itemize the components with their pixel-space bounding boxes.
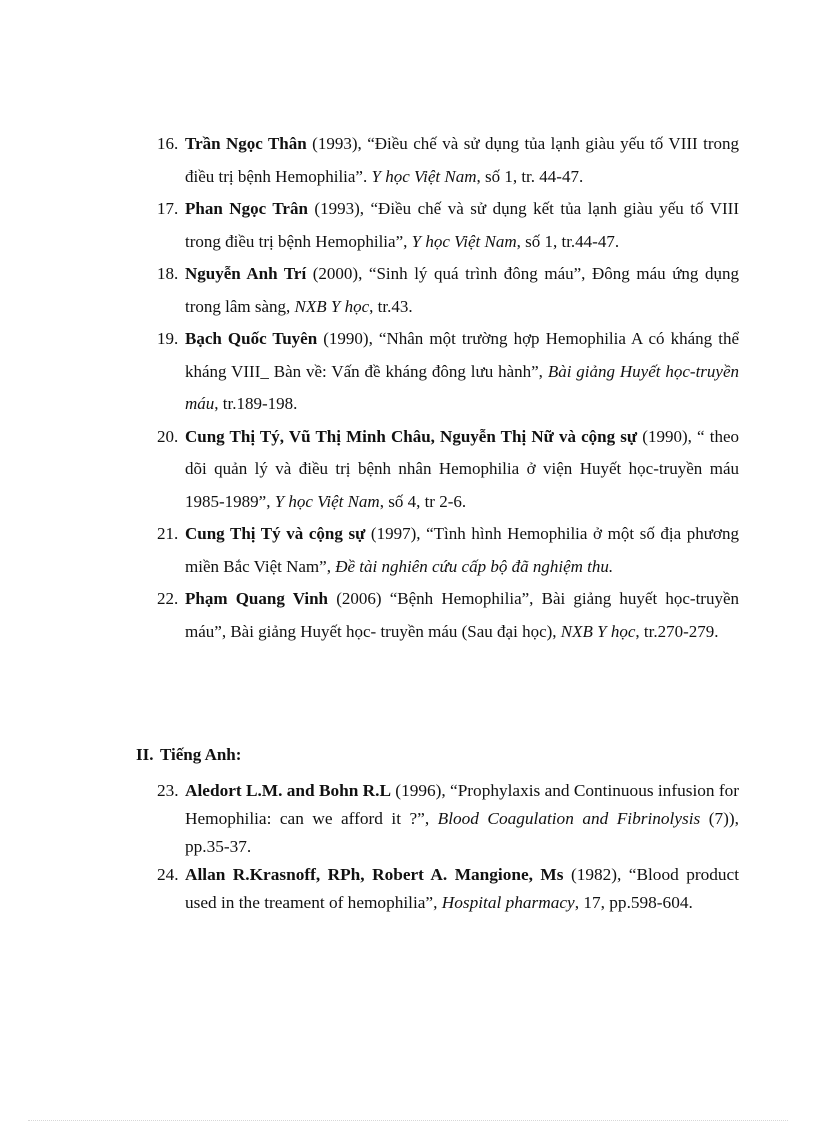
reference-item — [0, 777, 739, 861]
reference-number: 16. — [157, 134, 179, 153]
reference-number: 20. — [157, 426, 179, 446]
reference-number: 17. — [157, 199, 179, 218]
reference-source: NXB Y học — [294, 296, 370, 316]
reference-item — [0, 421, 739, 519]
reference-item — [0, 518, 739, 583]
reference-authors: Aledort L.M. and Bohn R.L — [185, 781, 391, 800]
reference-text: (1990), “Nhân một trường hợp Hemophilia A có kháng thể kháng VIII_ Bàn về: Vấn đề kháng đông lưu hành”, — [185, 329, 740, 381]
reference-details: , tr.189-198. — [214, 394, 298, 413]
reference-authors: Cung Thị Tý và cộng sự — [185, 524, 366, 543]
reference-authors: Phan Ngọc Trân — [185, 199, 308, 218]
reference-number: 24. — [157, 865, 179, 884]
reference-authors: Nguyễn Anh Trí — [185, 264, 307, 283]
reference-text: (1996), “Prophylaxis and Continuous infusion for Hemophilia: can we afford it ?”, — [185, 781, 739, 828]
section-number: II. — [136, 745, 154, 764]
section-title: Tiếng Anh: — [160, 745, 242, 764]
reference-source: Y học Việt Nam — [274, 491, 380, 511]
reference-source: Y học Việt Nam — [371, 166, 477, 186]
reference-details: , tr.270-279. — [635, 621, 719, 641]
reference-authors: Allan R.Krasnoff, RPh, Robert A. Mangione, Ms — [185, 865, 564, 884]
section-heading — [136, 743, 241, 767]
reference-item — [0, 128, 739, 193]
reference-text: (1990), “ theo dõi quản lý và điều trị bệnh nhân Hemophilia ở viện Huyết học-truyền máu 1985-1989”, — [185, 426, 739, 511]
reference-number: 21. — [157, 524, 179, 543]
reference-item — [0, 258, 739, 323]
reference-source: Đề tài nghiên cứu cấp bộ đã nghiệm thu. — [335, 556, 614, 576]
reference-number: 18. — [157, 264, 179, 283]
reference-authors: Bạch Quốc Tuyên — [185, 329, 318, 348]
reference-details: , 17, pp.598-604. — [574, 893, 693, 912]
reference-number: 22. — [157, 589, 179, 608]
reference-source: Bài giảng Huyết học-truyền máu — [185, 361, 739, 413]
reference-details: , tr.43. — [369, 296, 413, 316]
reference-text: (1993), “Điều chế và sử dụng tủa lạnh giàu yếu tố VIII trong điều trị bệnh Hemophilia”. — [185, 134, 740, 186]
english-reference-list — [0, 777, 816, 917]
reference-item — [0, 583, 739, 648]
reference-number: 19. — [157, 329, 179, 348]
reference-authors: Phạm Quang Vinh — [185, 589, 329, 608]
reference-text: (1993), “Điều chế và sử dụng kết tủa lạnh giàu yếu tố VIII trong điều trị bệnh Hemophilia”, — [185, 199, 739, 251]
reference-item — [0, 861, 739, 917]
reference-details: (7)), pp.35-37. — [185, 809, 739, 856]
reference-text: (2006) “Bệnh Hemophilia”, Bài giảng huyết học-truyền máu”, Bài giảng Huyết học- truyền máu (Sau đại học), — [185, 589, 740, 641]
reference-details: , số 4, tr 2-6. — [379, 491, 467, 511]
vietnamese-reference-list — [0, 128, 816, 648]
reference-source: Blood Coagulation and Fibrinolysis — [437, 809, 701, 828]
reference-authors: Trần Ngọc Thân — [185, 134, 307, 153]
reference-source: Y học Việt Nam — [411, 231, 517, 251]
reference-source: NXB Y học — [560, 621, 636, 641]
page-bottom-divider — [28, 1120, 788, 1121]
reference-item — [0, 193, 739, 258]
reference-source: Hospital pharmacy — [441, 893, 575, 912]
reference-number: 23. — [157, 781, 179, 800]
reference-details: , số 1, tr.44-47. — [516, 231, 620, 251]
reference-text: (2000), “Sinh lý quá trình đông máu”, Đông máu ứng dụng trong lâm sàng, — [185, 264, 739, 316]
reference-text: (1997), “Tình hình Hemophilia ở một số địa phương miền Bắc Việt Nam”, — [185, 524, 740, 576]
reference-text: (1982), “Blood product used in the treament of hemophilia”, — [185, 865, 739, 912]
reference-authors: Cung Thị Tý, Vũ Thị Minh Châu, Nguyễn Thị Nữ và cộng sự — [185, 426, 638, 446]
reference-details: , số 1, tr. 44-47. — [476, 166, 584, 186]
reference-item — [0, 323, 739, 421]
